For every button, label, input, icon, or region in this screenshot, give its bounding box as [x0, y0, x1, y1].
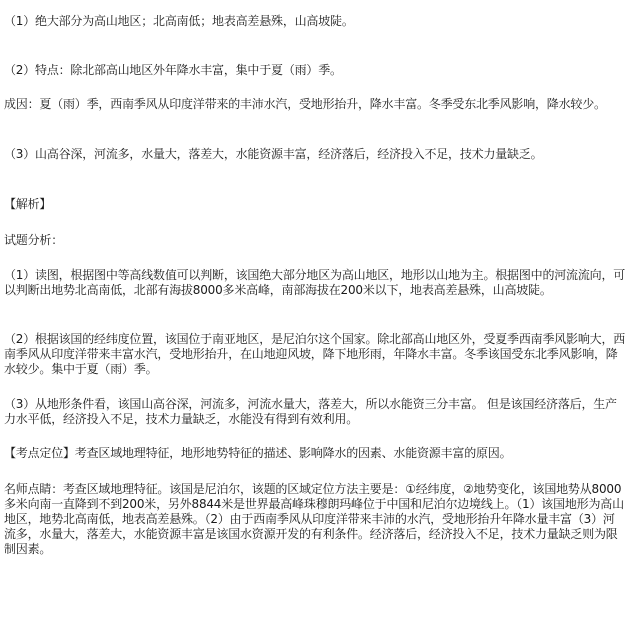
- answer-part-2: （2）特点：除北部高山地区外年降水丰富，集中于夏（雨）季。: [4, 63, 342, 77]
- analysis-paragraph-3: （3）从地形条件看，该国山高谷深，河流多，河流水量大，落差大，所以水能资三分丰富。 但是该国经济落后，生产力水平低，经济投入不足，技术力量缺乏，水能没有得到有效利用。: [4, 397, 617, 426]
- answer-part-1: （1）绝大部分为高山地区；北高南低；地表高差悬殊，山高坡陡。: [4, 14, 354, 28]
- analysis-paragraph-1: （1）读图，根据图中等高线数值可以判断，该国绝大部分地区为高山地区，地形以山地为主。根据图中的河流流向，可以判断出地势北高南低，北部有海拔8000多米高峰，南部海拔在200米以下，地表高差悬殊，山高坡陡。: [4, 268, 626, 297]
- analysis-intro: 试题分析：: [4, 233, 64, 247]
- exam-point-note: 【考点定位】考查区域地理特征，地形地势特征的描述、影响降水的因素、水能资源丰富的原因。: [4, 446, 512, 460]
- expert-tip: 名师点睛：考查区域地理特征。该国是尼泊尔，该题的区域定位方法主要是：①经纬度，②地势变化，该国地势从8000多米向南一直降到不到200米，另外8844米是世界最高峰珠穆朗玛峰位于中国和尼泊尔边境线上。（1）该国地形为高山地区，地势北高南低，地表高差悬殊。（2）由于西南季风从印度洋带来丰沛的水汽，受地形抬升年降水量丰富（3）河流多，水量大，落差大，水能资源丰富是该国水资源开发的有利条件。经济落后，经济投入不足，技术力量缺乏则为限制因素。: [4, 482, 624, 556]
- analysis-paragraph-2: （2）根据该国的经纬度位置，该国位于南亚地区，是尼泊尔这个国家。除北部高山地区外，受夏季西南季风影响大，西南季风从印度洋带来丰富水汽，受地形抬升，在山地迎风坡，降下地形雨，年降水丰富。冬季该国受东北季风影响，降水较少。集中于夏（雨）季。: [4, 332, 626, 376]
- answer-cause: 成因：夏（雨）季，西南季风从印度洋带来的丰沛水汽，受地形抬升，降水丰富。冬季受东北季风影响，降水较少。: [4, 97, 606, 111]
- analysis-heading: 【解析】: [4, 197, 52, 211]
- answer-part-3: （3）山高谷深，河流多，水量大，落差大，水能资源丰富，经济落后，经济投入不足，技术力量缺乏。: [4, 147, 543, 161]
